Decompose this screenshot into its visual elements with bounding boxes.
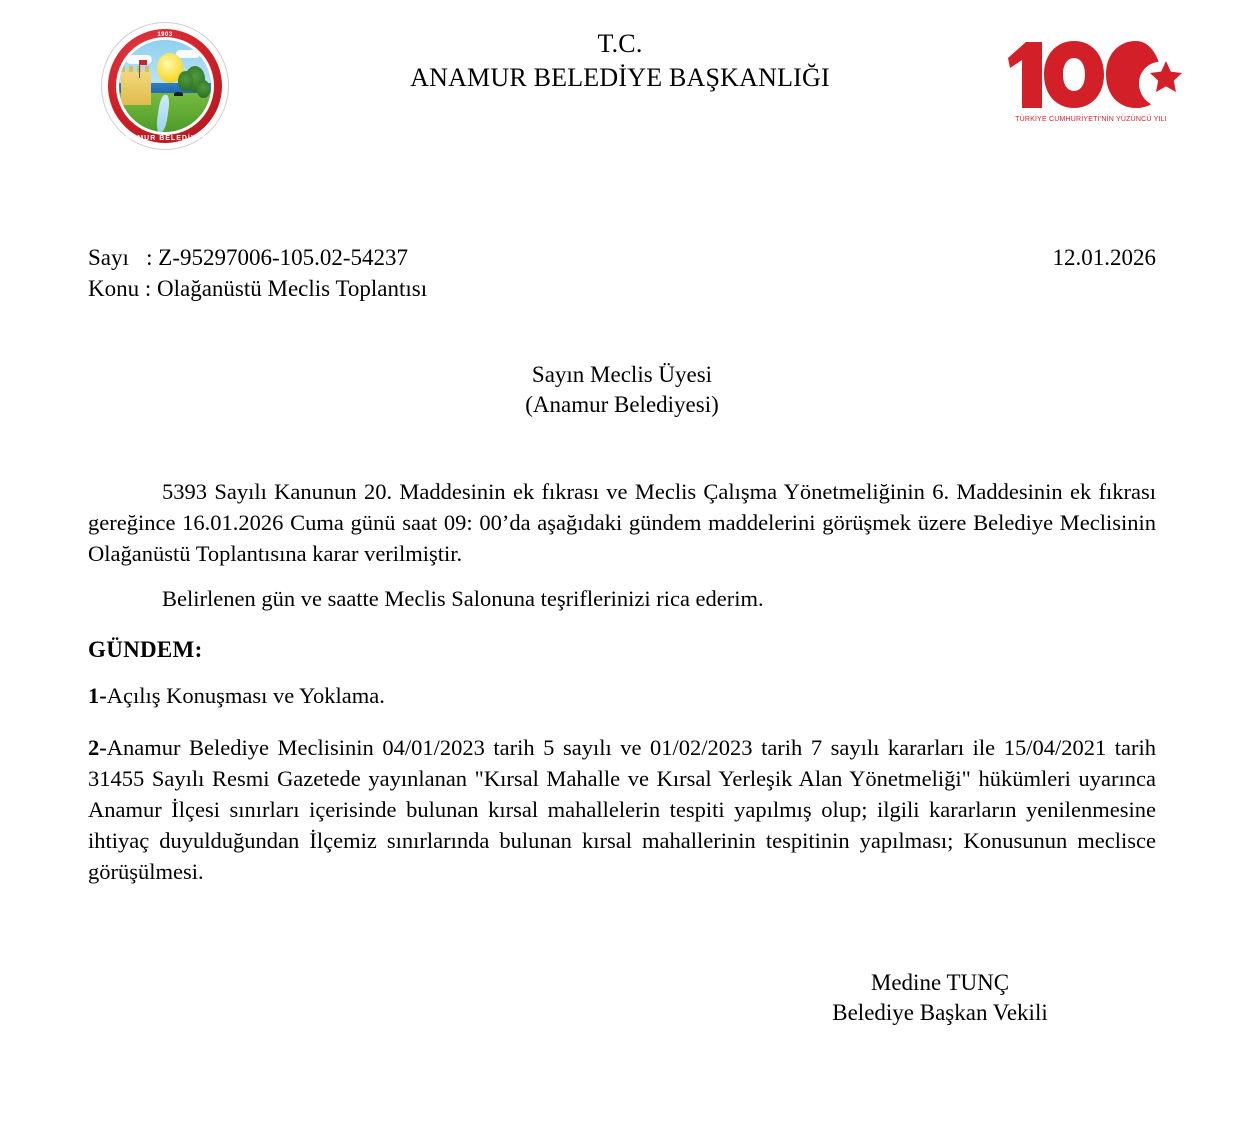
agenda-item-1	[88, 680, 1156, 711]
signature-inner	[832, 968, 1047, 1028]
seal-name-text: ANAMUR BELEDİYESİ	[119, 135, 211, 142]
seal-castle-icon	[121, 71, 151, 105]
centennial-caption: TÜRKİYE CUMHURİYETİ'NİN YÜZÜNCÜ YILI	[1015, 115, 1167, 124]
sayi-line: Sayı : Z-95297006-105.02-54237	[88, 245, 409, 270]
seal-bird-icon	[174, 92, 183, 96]
document-header	[0, 0, 1241, 170]
header-title-block	[280, 27, 960, 95]
agenda-item-2-number: 2-	[88, 735, 107, 760]
institution-line: ANAMUR BELEDİYE BAŞKANLIĞI	[410, 63, 830, 92]
agenda-item-1-number: 1-	[88, 683, 107, 708]
addressee-line-1: Sayın Meclis Üyesi	[531, 362, 713, 387]
agenda-item-1-text: Açılış Konuşması ve Yoklama.	[106, 683, 385, 708]
turkey-centennial-logo-icon	[996, 28, 1186, 140]
seal-flag-icon	[140, 60, 147, 65]
seal-year-text: 1903	[157, 32, 173, 38]
seal-landscape-scene	[119, 40, 211, 132]
meta-reference-block	[88, 242, 427, 304]
document-meta	[88, 242, 1156, 302]
document-date: 12.01.2026	[1052, 245, 1156, 270]
addressee-block	[88, 360, 1156, 420]
konu-line: Konu : Olağanüstü Meclis Toplantısı	[88, 276, 428, 301]
body-paragraph-2: Belirlenen gün ve saatte Meclis Salonuna teşriflerinizi rica ederim.	[162, 586, 764, 611]
signer-title: Belediye Başkan Vekili	[832, 1000, 1048, 1025]
signer-name: Medine TUNÇ	[870, 970, 1010, 995]
body-paragraph-1: 5393 Sayılı Kanunun 20. Maddesinin ek fıkrası ve Meclis Çalışma Yönetmeliğinin 6. Maddesinin ek fıkrası gereğince 16.01.2026 Cuma günü saat 09: 00’da aşağıdaki gündem maddelerini görüşmek üzere Belediye Meclisinin Olağanüstü Toplantısına karar verilmiştir.	[88, 479, 1156, 566]
anamur-municipality-seal-icon	[101, 22, 229, 150]
signature-block	[88, 968, 1156, 1028]
seal-tree-icon	[197, 80, 210, 98]
republic-line: T.C.	[597, 29, 643, 58]
seal-tree-icon	[178, 71, 193, 91]
addressee-line-2: (Anamur Belediyesi)	[525, 392, 719, 417]
agenda-item-2	[88, 732, 1156, 887]
agenda-item-2-text: Anamur Belediye Meclisinin 04/01/2023 tarih 5 sayılı ve 01/02/2023 tarih 7 sayılı kararları ile 15/04/2021 tarih 31455 Sayılı Resmi Gazetede yayınlanan "Kırsal Mahalle ve Kırsal Yerleşik Alan Yönetmeliği" hükümleri uyarınca Anamur İlçesi sınırları içerisinde bulunan kırsal mahallelerin tespiti yapılmış olup; ilgili kararların yenilenmesine ihtiyaç duyulduğundan İlçemiz sınırlarında bulunan kırsal mahallerinin tespitinin yapılması; Konusunun meclisce görüşülmesi.	[88, 735, 1156, 884]
centennial-mark	[996, 28, 1186, 116]
agenda-heading: GÜNDEM:	[88, 637, 203, 662]
